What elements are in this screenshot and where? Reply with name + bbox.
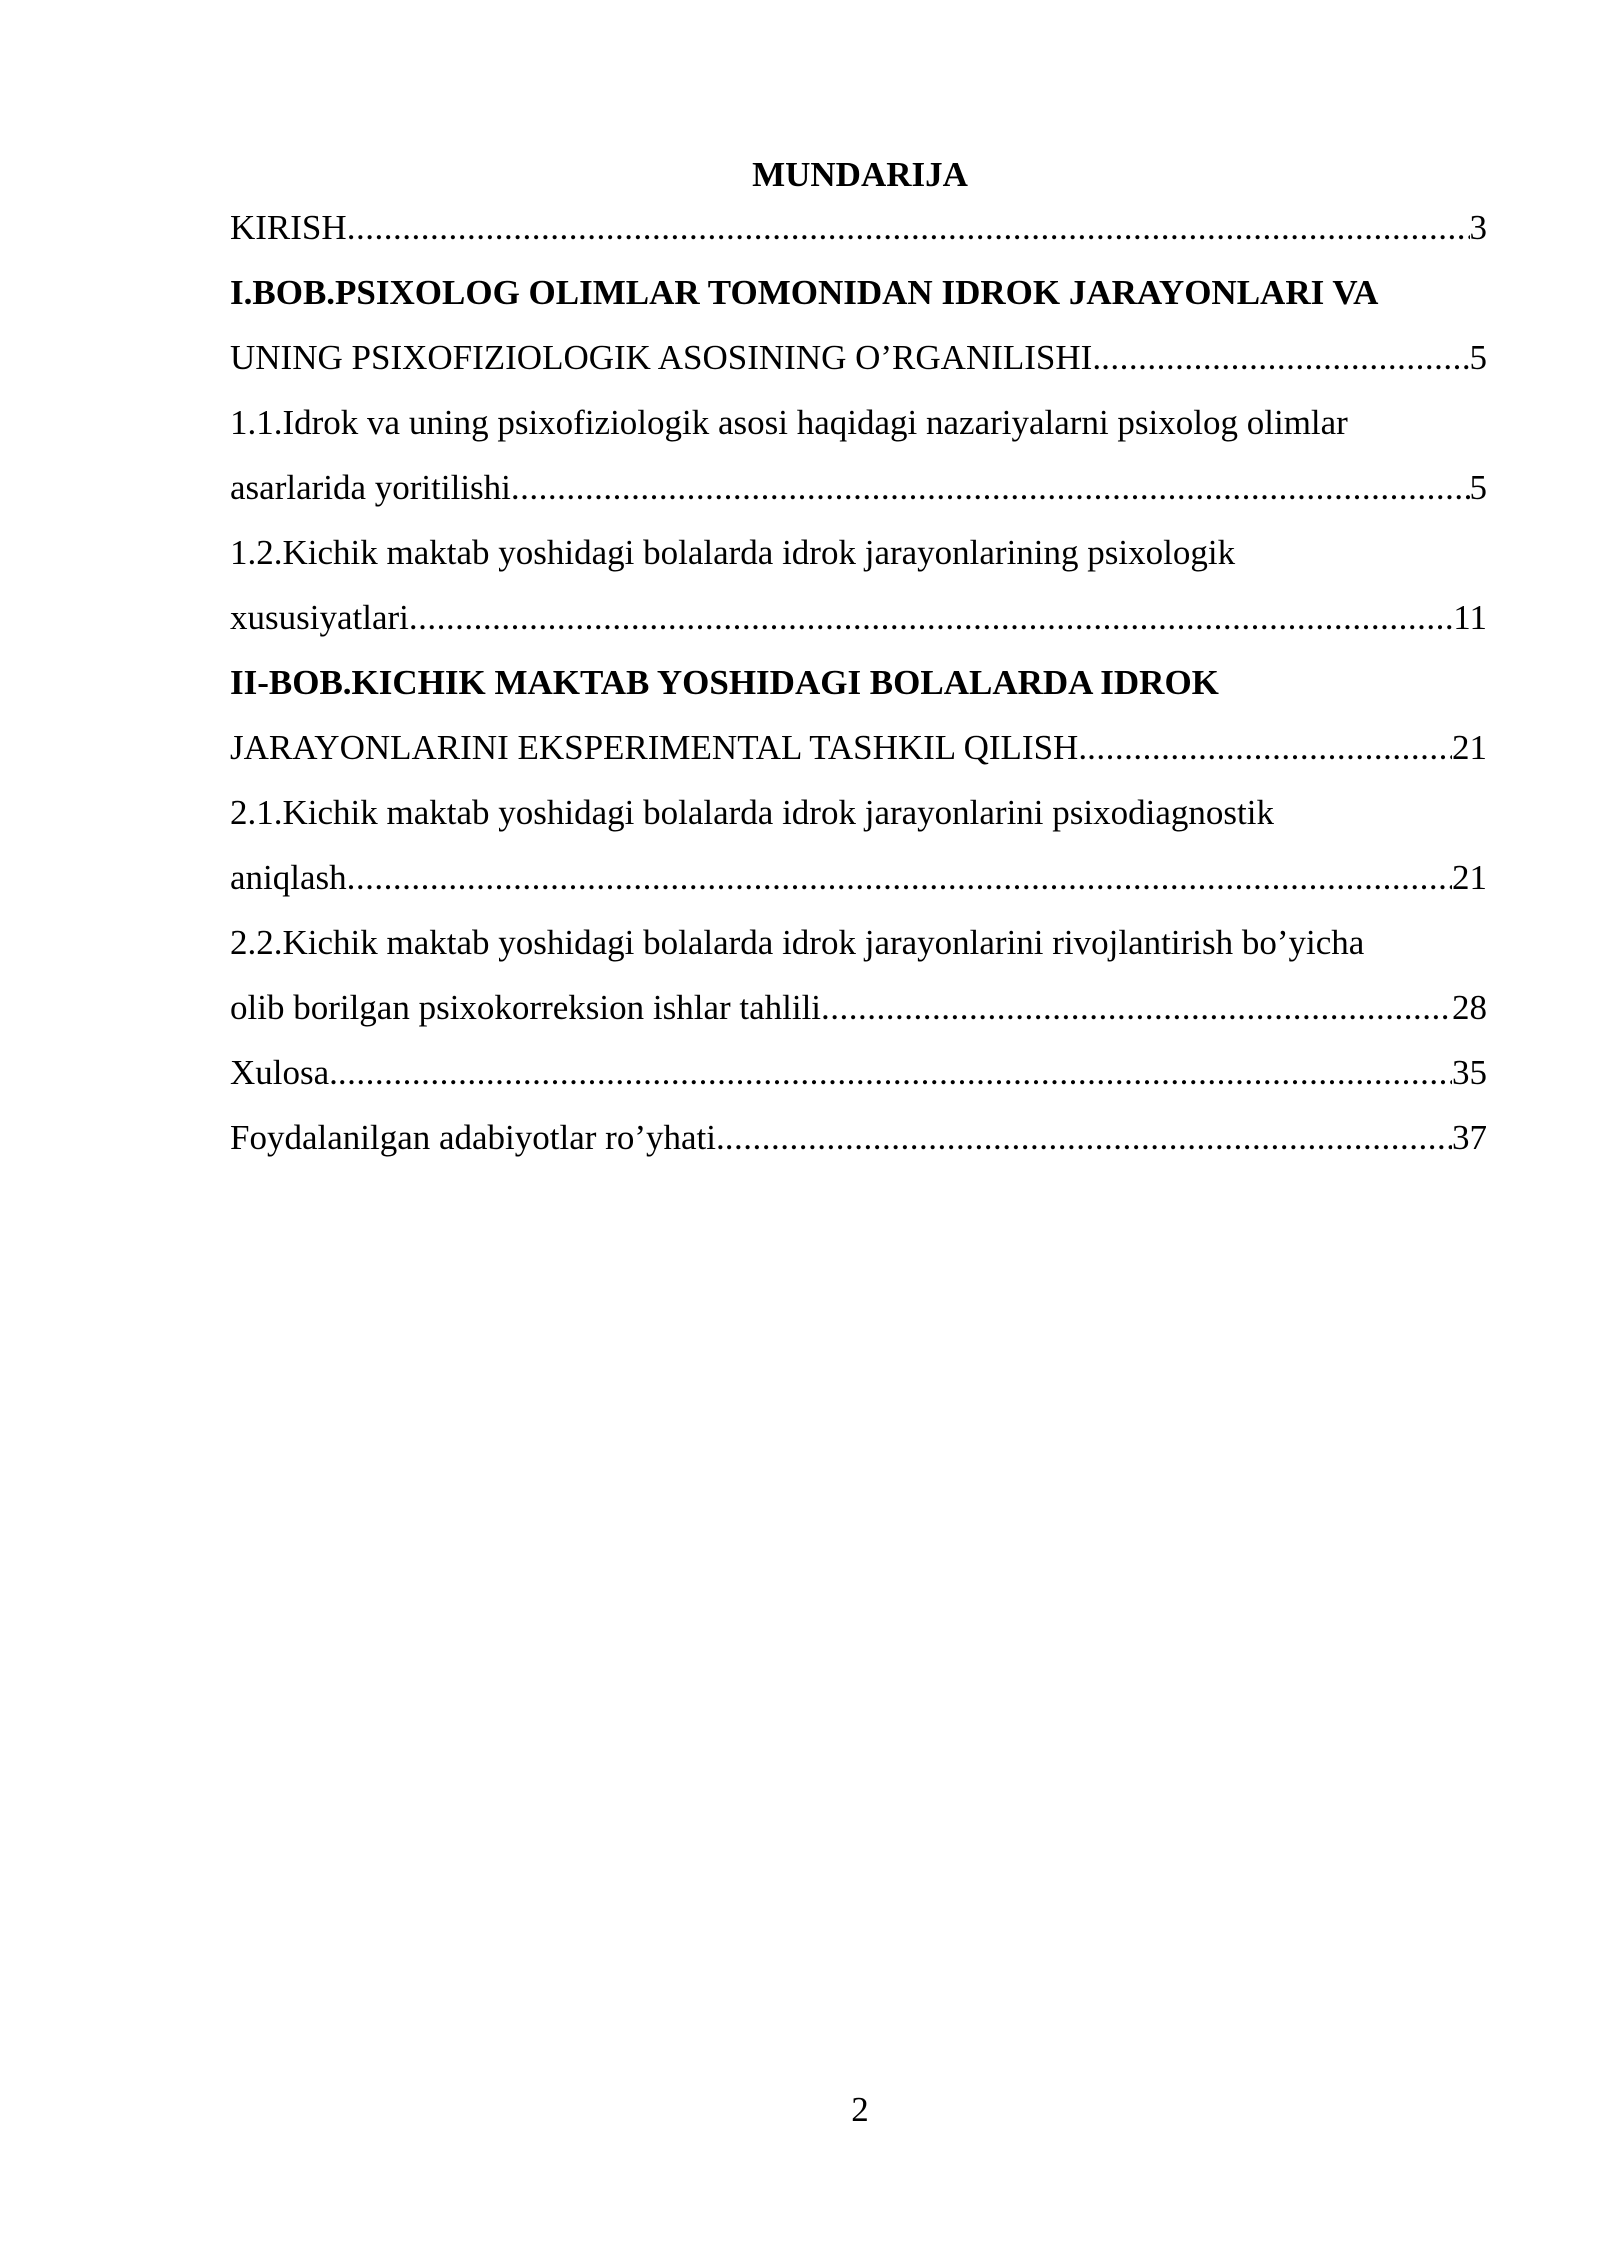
toc-page-number: 3 [1469, 208, 1487, 247]
toc-entry-chapter-1[interactable] [230, 260, 1487, 390]
toc-entry-title: Foydalanilgan adabiyotlar ro’yhati. [230, 1118, 725, 1157]
dot-leader [821, 975, 1452, 1040]
toc-page-number: 35 [1452, 1053, 1487, 1092]
dot-leader [725, 1105, 1452, 1170]
toc-page-number: 5 [1469, 468, 1487, 507]
toc-entry-title: Xulosa. [230, 1053, 338, 1092]
toc-page-number: 5 [1469, 338, 1487, 377]
page-number: 2 [851, 2090, 869, 2129]
toc-entry-section-2-1[interactable] [230, 780, 1487, 910]
toc-entry-title: JARAYONLARINI EKSPERIMENTAL TASHKIL QILISH. [230, 728, 1088, 767]
toc-entry-references[interactable] [230, 1105, 1487, 1170]
toc-entry-title: 1.1.Idrok va uning psixofiziologik asosi haqidagi nazariyalarni psixolog olimlar [230, 403, 1348, 442]
dot-leader [1087, 715, 1452, 780]
toc-entry-title: UNING PSIXOFIZIOLOGIK ASOSINING O’RGANILISHI. [230, 338, 1102, 377]
toc-page-number: 28 [1452, 988, 1487, 1027]
toc-entry-kirish[interactable] [230, 195, 1487, 260]
toc-page-number: 21 [1452, 728, 1487, 767]
toc-entry-section-1-1[interactable] [230, 390, 1487, 520]
toc-entry-title: KIRISH [230, 208, 347, 247]
toc-entry-title: xususiyatlari [230, 598, 409, 637]
toc-entry-title: aniqlash [230, 858, 347, 897]
toc-entry-title: 2.1.Kichik maktab yoshidagi bolalarda idrok jarayonlarini psixodiagnostik [230, 793, 1274, 832]
dot-leader [1101, 325, 1469, 390]
dot-leader [347, 845, 1452, 910]
dot-leader [347, 195, 1470, 260]
toc-entry-title: asarlarida yoritilishi [230, 468, 511, 507]
toc-entry-section-1-2[interactable] [230, 520, 1487, 650]
dot-leader [511, 455, 1470, 520]
toc-page-number: 21 [1452, 858, 1487, 897]
toc-entry-title: 2.2.Kichik maktab yoshidagi bolalarda idrok jarayonlarini rivojlantirish bo’yicha [230, 923, 1365, 962]
toc-entry-title: olib borilgan psixokorreksion ishlar tahlili [230, 988, 822, 1027]
toc-heading: MUNDARIJA [752, 155, 968, 194]
table-of-contents [230, 195, 1487, 1170]
toc-entry-xulosa[interactable] [230, 1040, 1487, 1105]
toc-entry-chapter-2[interactable] [230, 650, 1487, 780]
toc-entry-section-2-2[interactable] [230, 910, 1487, 1040]
dot-leader [338, 1040, 1452, 1105]
toc-entry-title: 1.2.Kichik maktab yoshidagi bolalarda idrok jarayonlarining psixologik [230, 533, 1236, 572]
toc-entry-title: II-BOB.KICHIK MAKTAB YOSHIDAGI BOLALARDA IDROK [230, 663, 1219, 702]
dot-leader [409, 585, 1453, 650]
toc-page-number: 37 [1452, 1118, 1487, 1157]
toc-page-number: 11 [1453, 598, 1487, 637]
toc-entry-title: I.BOB.PSIXOLOG OLIMLAR TOMONIDAN IDROK JARAYONLARI VA [230, 273, 1379, 312]
